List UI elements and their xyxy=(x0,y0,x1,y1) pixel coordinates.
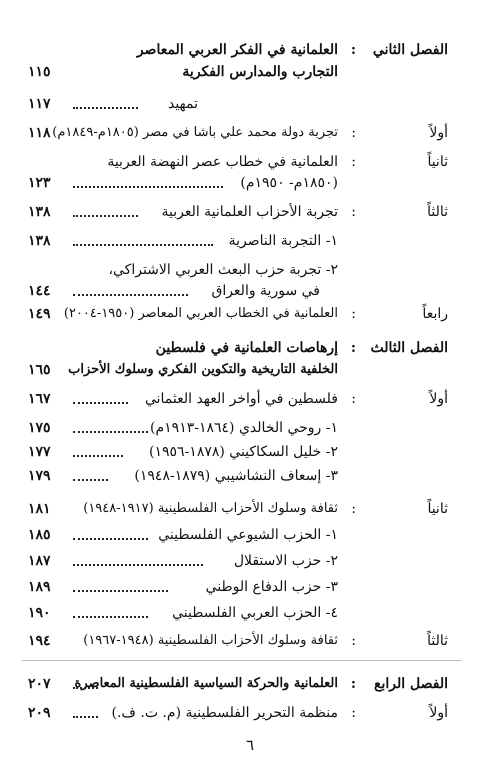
chapter-colon: : xyxy=(350,42,356,58)
chapter-label: الفصل الثاني xyxy=(372,42,448,58)
leader-dots xyxy=(73,107,138,109)
leader-dots xyxy=(73,538,148,540)
toc-entry[interactable] xyxy=(28,701,448,725)
leader-dots xyxy=(73,431,148,433)
chapter-colon: : xyxy=(350,676,356,692)
page-number: ١٨٩ xyxy=(28,579,51,595)
toc-subentry[interactable] xyxy=(28,549,448,573)
chapter-title: العلمانية في الفكر العربي المعاصر xyxy=(136,42,338,58)
chapter-subtitle: التجارب والمدارس الفكرية xyxy=(182,64,338,80)
page-number: ١٦٧ xyxy=(28,391,51,407)
chapter-title: العلمانية والحركة السياسية الفلسطينية المعاصرة xyxy=(74,676,338,691)
section-label: أولاً xyxy=(429,125,448,141)
leader-dots xyxy=(73,244,213,246)
leader-dots xyxy=(73,564,203,566)
chapter-2-subtitle-row[interactable] xyxy=(28,60,448,84)
toc-entry[interactable] xyxy=(28,387,448,411)
page-number: ١٤٤ xyxy=(28,283,51,299)
leader-dots xyxy=(73,716,98,718)
entry-title: تجربة دولة محمد علي باشا في مصر (١٨٠٥م-١٨٤٩م) xyxy=(52,125,338,140)
entry-title: العلمانية في خطاب عصر النهضة العربية xyxy=(107,154,338,170)
section-label: ثالثاً xyxy=(427,204,448,220)
section-colon: : xyxy=(351,501,356,517)
leader-dots xyxy=(73,616,148,618)
entry-title: ٣- حزب الدفاع الوطني xyxy=(205,579,338,595)
toc-subentry[interactable] xyxy=(28,229,448,253)
chapter-4-heading-row[interactable] xyxy=(28,672,448,696)
entry-title: ٣- إسعاف النشاشيبي (١٨٧٩-١٩٤٨) xyxy=(134,468,338,484)
page-number: ١٦٥ xyxy=(28,362,51,378)
toc-entry[interactable] xyxy=(28,200,448,224)
leader-dots xyxy=(73,294,188,296)
toc-entry-continuation[interactable] xyxy=(28,171,448,195)
chapter-colon: : xyxy=(350,340,356,356)
section-colon: : xyxy=(351,204,356,220)
entry-title: تمهيد xyxy=(167,96,198,112)
page-number: ١٣٨ xyxy=(28,233,51,249)
section-label: ثانياً xyxy=(427,501,448,517)
leader-dots xyxy=(73,590,168,592)
toc-subentry[interactable] xyxy=(28,575,448,599)
page-number: ١٧٧ xyxy=(28,444,51,460)
page-number: ١١٧ xyxy=(28,96,51,112)
page-number: ١٧٥ xyxy=(28,420,51,436)
entry-title: تجربة الأحزاب العلمانية العربية xyxy=(161,204,338,220)
toc-subentry[interactable] xyxy=(28,523,448,547)
chapter-subtitle: الخلفية التاريخية والتكوين الفكري وسلوك الأحزاب xyxy=(68,362,338,377)
entry-title: ٢- خليل السكاكيني (١٨٧٨-١٩٥٦) xyxy=(149,444,338,460)
leader-dots xyxy=(73,479,108,481)
entry-title: منظمة التحرير الفلسطينية (م. ت. ف.) xyxy=(111,705,338,721)
entry-title: ١- التجربة الناصرية xyxy=(228,233,338,249)
page-number: ١٣٨ xyxy=(28,204,51,220)
section-label: أولاً xyxy=(429,705,448,721)
footer-page-number: ٦ xyxy=(245,736,255,754)
section-colon: : xyxy=(351,705,356,721)
toc-entry[interactable] xyxy=(28,629,448,653)
toc-entry[interactable] xyxy=(28,497,448,521)
section-label: أولاً xyxy=(429,391,448,407)
page-number: ١٤٩ xyxy=(28,306,51,322)
page-number: ١٨٥ xyxy=(28,527,51,543)
chapter-title: إرهاصات العلمانية في فلسطين xyxy=(155,340,338,356)
page-number: ١٨٧ xyxy=(28,553,51,569)
chapter-3-subtitle-row[interactable] xyxy=(28,358,448,382)
section-label: ثانياً xyxy=(427,154,448,170)
leader-dots xyxy=(73,215,138,217)
page-number: ١٨١ xyxy=(28,501,51,517)
chapter-label: الفصل الثالث xyxy=(370,340,448,356)
toc-subentry[interactable] xyxy=(28,440,448,464)
toc-entry[interactable] xyxy=(28,302,448,326)
entry-title: ١- روحي الخالدي (١٨٦٤-١٩١٣م) xyxy=(150,420,338,436)
leader-dots xyxy=(73,687,98,689)
page-number: ١١٥ xyxy=(28,64,51,80)
entry-title: في سورية والعراق xyxy=(211,283,320,299)
entry-title: ثقافة وسلوك الأحزاب الفلسطينية (١٩١٧-١٩٤٨) xyxy=(83,501,338,516)
section-colon: : xyxy=(351,154,356,170)
page-number: ١٢٣ xyxy=(28,175,51,191)
section-label: ثالثاً xyxy=(427,633,448,649)
toc-subentry-continuation[interactable] xyxy=(28,279,448,303)
toc-entry[interactable] xyxy=(28,92,448,116)
entry-title: ٢- تجربة حزب البعث العربي الاشتراكي، xyxy=(108,262,338,278)
page-number: ١٧٩ xyxy=(28,468,51,484)
section-colon: : xyxy=(351,391,356,407)
page-number: ١٩٠ xyxy=(28,605,51,621)
leader-dots xyxy=(73,186,223,188)
entry-title: (١٨٥٠م- ١٩٥٠م) xyxy=(240,175,338,191)
section-label: رابعاً xyxy=(422,306,448,322)
chapter-2-heading xyxy=(28,38,448,62)
page-number: ٢٠٧ xyxy=(28,676,51,692)
entry-title: العلمانية في الخطاب العربي المعاصر (١٩٥٠-٢٠٠٤) xyxy=(63,306,338,321)
page-number: ٢٠٩ xyxy=(28,705,51,721)
entry-title: ١- الحزب الشيوعي الفلسطيني xyxy=(158,527,338,543)
section-divider xyxy=(22,660,462,661)
page-number: ١٩٤ xyxy=(28,633,51,649)
entry-title: ٤- الحزب العربي الفلسطيني xyxy=(172,605,338,621)
toc-subentry[interactable] xyxy=(28,464,448,488)
entry-title: ثقافة وسلوك الأحزاب الفلسطينية (١٩٤٨-١٩٦٧) xyxy=(83,633,338,648)
section-colon: : xyxy=(351,125,356,141)
entry-title: فلسطين في أواخر العهد العثماني xyxy=(144,391,338,407)
chapter-3-heading xyxy=(28,336,448,360)
section-colon: : xyxy=(351,633,356,649)
toc-subentry[interactable] xyxy=(28,601,448,625)
section-colon: : xyxy=(351,306,356,322)
entry-title: ٢- حزب الاستقلال xyxy=(233,553,338,569)
leader-dots xyxy=(73,402,128,404)
toc-subentry[interactable] xyxy=(28,416,448,440)
chapter-label: الفصل الرابع xyxy=(374,676,448,692)
page-number: ١١٨ xyxy=(28,125,51,141)
leader-dots xyxy=(73,455,123,457)
toc-entry[interactable] xyxy=(28,121,448,145)
